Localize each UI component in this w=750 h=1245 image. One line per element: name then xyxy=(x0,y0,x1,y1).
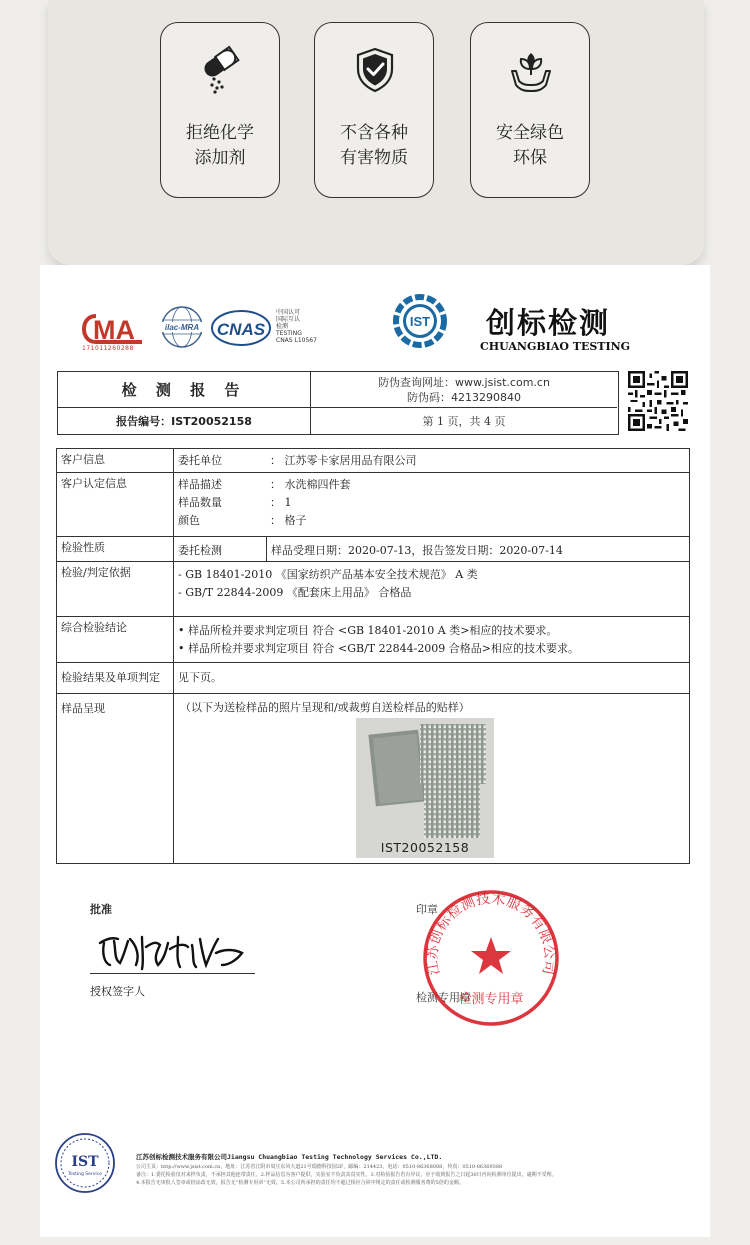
feature-line1: 拒绝化学 xyxy=(186,123,254,143)
feature-line1: 安全绿色 xyxy=(496,123,564,143)
row-content xyxy=(174,562,689,616)
feature-line2: 有害物质 xyxy=(340,148,408,168)
feature-line2: 环保 xyxy=(513,148,547,168)
sample-photo xyxy=(356,718,494,858)
row-label: 客户认定信息 xyxy=(57,473,174,536)
seal-center-text: 检测专用章 xyxy=(458,992,524,1007)
footer-line: 备注：1.委托检验仅对来样负责，不承担其他连带责任。2.样品信息为客户提供，实验室不负责其真实性。3.对检验报告若有异议，应于收到报告之日起30日内向检测单位提出，逾期不受理。 xyxy=(136,1172,557,1178)
row-content xyxy=(174,617,689,662)
sample-qty-value: ： 1 xyxy=(270,496,292,509)
cnas-line: CNAS L10567 xyxy=(276,337,317,344)
hand-leaf-icon xyxy=(506,45,556,95)
nature-dates: 样品受理日期：2020-07-13，报告签发日期：2020-07-14 xyxy=(271,544,563,557)
color-value: ： 格子 xyxy=(270,514,307,527)
cnas-line: TESTING xyxy=(276,330,302,337)
table-row-results xyxy=(57,663,689,694)
ilac-logo-text: ilac-MRA xyxy=(164,323,200,332)
color-key: 颜色 xyxy=(178,514,200,527)
cnas-line: 国际互认 xyxy=(276,316,301,323)
row-content xyxy=(174,537,689,561)
shield-check-icon xyxy=(350,45,400,95)
nature-key: 委托检测 xyxy=(178,544,222,557)
footer-logo-text: IST xyxy=(71,1154,99,1170)
row-label: 检验结果及单项判定 xyxy=(57,663,174,693)
company-seal-stamp xyxy=(418,885,564,1031)
ist-logo xyxy=(392,293,448,349)
report-details-table xyxy=(56,448,690,864)
verify-code: 防伪码：4213290840 xyxy=(407,390,521,404)
report-header-table xyxy=(57,371,619,435)
client-key: 委托单位 xyxy=(178,454,222,467)
sample-note: （以下为送检样品的照片呈现和/或裁剪自送检样品的贴样） xyxy=(180,701,470,714)
feature-no-chemicals xyxy=(160,22,280,198)
sample-desc-value: ： 水洗棉四件套 xyxy=(270,478,351,491)
row-label: 客户信息 xyxy=(57,449,174,472)
brand-name-en: CHUANGBIAO TESTING xyxy=(480,340,631,353)
cnas-line: 检测 xyxy=(276,323,289,330)
footer-logo-sub: Testing Service xyxy=(68,1172,102,1177)
footer-fine-print xyxy=(136,1163,706,1187)
cnas-logo-text: CNAS xyxy=(216,320,266,339)
row-label: 检验性质 xyxy=(57,537,174,561)
row-content xyxy=(174,694,689,864)
divider xyxy=(266,537,267,561)
feature-line2: 添加剂 xyxy=(194,148,246,168)
conclusion-line: • 样品所检并要求判定项目 符合 <GB/T 22844-2009 合格品>相应的技术要求。 xyxy=(178,642,580,655)
table-row-client-confirm xyxy=(57,473,689,537)
ist-logo-text: IST xyxy=(409,314,431,329)
row-content xyxy=(174,663,689,693)
signature-line xyxy=(90,973,255,974)
qr-code xyxy=(628,371,688,431)
report-number: 报告编号：IST20052158 xyxy=(58,408,311,434)
cma-logo-text: MA xyxy=(93,315,135,345)
table-row-client xyxy=(57,449,689,473)
cnas-line: 中国认可 xyxy=(276,309,301,316)
approve-label: 批准 xyxy=(90,903,112,916)
report-title: 检 测 报 告 xyxy=(58,372,311,408)
features-card xyxy=(48,0,704,265)
feature-no-harmful xyxy=(314,22,434,198)
seal-label: 印章 xyxy=(416,903,438,916)
footer-line: 4.本报告无审批人签章或经涂改无效，报告无“检测专用章”无效。5.本公司所承担的责任均不超过相应合同中规定的责任或检测服务费的5倍的金额。 xyxy=(136,1180,464,1186)
sample-desc-key: 样品描述 xyxy=(178,478,222,491)
test-report xyxy=(40,265,710,1237)
verify-url: 防伪查询网址：www.jsist.com.cn xyxy=(378,375,550,389)
sample-qty-key: 样品数量 xyxy=(178,496,222,509)
results-value: 见下页。 xyxy=(178,671,222,684)
table-row-sample xyxy=(57,694,689,864)
page-indicator: 第 1 页，共 4 页 xyxy=(422,415,506,428)
sample-photo-label: IST20052158 xyxy=(380,840,470,855)
brand-name-cn: 创标检测 xyxy=(486,306,611,340)
table-row-basis xyxy=(57,562,689,617)
row-content xyxy=(174,473,689,536)
handwritten-signature xyxy=(96,925,256,975)
seal-bottom-label: 检测专用章 xyxy=(416,991,471,1004)
row-content xyxy=(174,449,689,472)
seal-ring-text: 江苏创标检测技术服务有限公司 xyxy=(424,890,558,977)
ilac-mra-logo xyxy=(160,305,204,349)
footer-ist-logo xyxy=(54,1132,116,1194)
footer-company: 江苏创标检测技术服务有限公司Jiangsu Chuangbiao Testing Technology Services Co.,LTD. xyxy=(136,1153,443,1161)
conclusion-line: • 样品所检并要求判定项目 符合 <GB 18401-2010 A 类>相应的技术要求。 xyxy=(178,624,558,637)
verification-info xyxy=(311,372,617,408)
basis-line: - GB 18401-2010 《国家纺织产品基本安全技术规范》 A 类 xyxy=(178,568,478,581)
authorized-signer-label: 授权签字人 xyxy=(90,985,145,998)
bedding-sample-image xyxy=(356,718,494,838)
basis-line: - GB/T 22844-2009 《配套床上用品》 合格品 xyxy=(178,586,412,599)
table-row-nature xyxy=(57,537,689,562)
table-row-conclusion xyxy=(57,617,689,663)
feature-line1: 不含各种 xyxy=(340,123,408,143)
feature-eco xyxy=(470,22,590,198)
pill-icon xyxy=(196,45,246,95)
row-label: 综合检验结论 xyxy=(57,617,174,662)
cma-number: 171011260288 xyxy=(82,345,134,352)
row-label: 检验/判定依据 xyxy=(57,562,174,616)
client-value: ： 江苏零卡家居用品有限公司 xyxy=(270,454,417,467)
footer-line: 公司主页：http://www.jsist.com.cn，地址：江苏省江阴市周庄东风大道21号瑞德科技园2F，邮编：214423，电话：0510-86368088，传真：0510-86369388 xyxy=(136,1164,503,1170)
row-label: 样品呈现 xyxy=(57,694,174,864)
cnas-accreditation-text xyxy=(276,309,326,344)
cnas-logo xyxy=(210,308,272,348)
